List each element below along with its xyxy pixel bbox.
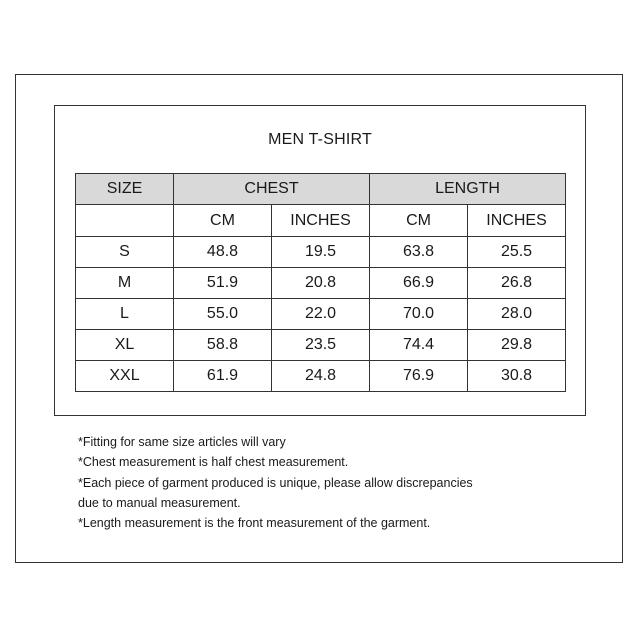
table-row <box>76 361 566 392</box>
chest-cm-cell: 48.8 <box>174 237 272 268</box>
chart-title: MEN T-SHIRT <box>268 131 372 148</box>
length-cm-cell: 70.0 <box>370 299 468 330</box>
chest-cm-header: CM <box>174 205 272 237</box>
table-group-header-row <box>76 174 566 205</box>
length-cm-cell: 63.8 <box>370 237 468 268</box>
length-group-header: LENGTH <box>370 174 566 205</box>
note-line: due to manual measurement. <box>78 495 241 510</box>
length-inches-cell: 28.0 <box>468 299 566 330</box>
length-cm-cell: 74.4 <box>370 330 468 361</box>
length-inches-cell: 25.5 <box>468 237 566 268</box>
length-cm-cell: 66.9 <box>370 268 468 299</box>
length-inches-cell: 29.8 <box>468 330 566 361</box>
size-column-header: SIZE <box>76 174 174 205</box>
size-cell: M <box>76 268 174 299</box>
chest-inches-cell: 22.0 <box>272 299 370 330</box>
chest-inches-header: INCHES <box>272 205 370 237</box>
empty-unit-cell <box>76 205 174 237</box>
measurement-notes <box>78 432 518 533</box>
size-cell: L <box>76 299 174 330</box>
table-row <box>76 237 566 268</box>
chest-inches-cell: 20.8 <box>272 268 370 299</box>
chest-cm-cell: 51.9 <box>174 268 272 299</box>
length-inches-cell: 30.8 <box>468 361 566 392</box>
table-row <box>76 330 566 361</box>
chest-inches-cell: 24.8 <box>272 361 370 392</box>
chest-cm-cell: 61.9 <box>174 361 272 392</box>
table-unit-header-row <box>76 205 566 237</box>
length-inches-cell: 26.8 <box>468 268 566 299</box>
note-line: *Each piece of garment produced is unique, please allow discrepancies <box>78 475 473 490</box>
chest-inches-cell: 23.5 <box>272 330 370 361</box>
note-line: *Length measurement is the front measurement of the garment. <box>78 516 431 531</box>
length-inches-header: INCHES <box>468 205 566 237</box>
note-line: *Fitting for same size articles will vary <box>78 435 286 449</box>
size-chart-table <box>75 173 566 392</box>
chest-inches-cell: 19.5 <box>272 237 370 268</box>
size-cell: XL <box>76 330 174 361</box>
note-line: *Chest measurement is half chest measurement. <box>78 455 349 470</box>
chest-group-header: CHEST <box>174 174 370 205</box>
size-cell: S <box>76 237 174 268</box>
length-cm-header: CM <box>370 205 468 237</box>
length-cm-cell: 76.9 <box>370 361 468 392</box>
table-row <box>76 268 566 299</box>
table-row <box>76 299 566 330</box>
chest-cm-cell: 55.0 <box>174 299 272 330</box>
chest-cm-cell: 58.8 <box>174 330 272 361</box>
size-cell: XXL <box>76 361 174 392</box>
